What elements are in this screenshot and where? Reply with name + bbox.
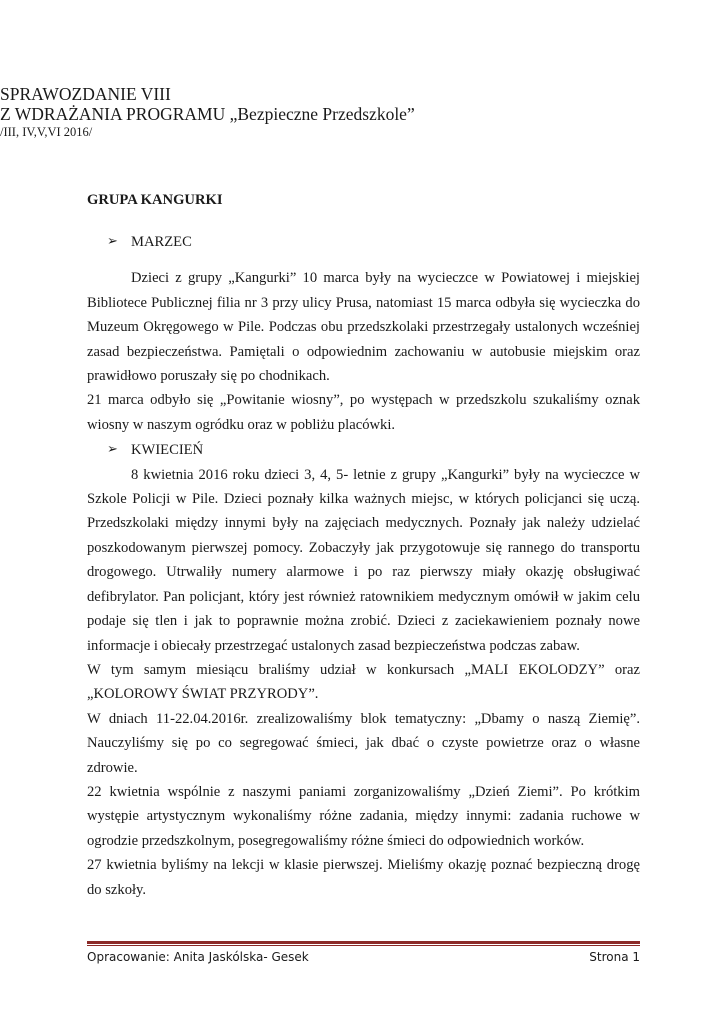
document-title-block [0, 84, 725, 140]
month-label: KWIECIEŃ [131, 442, 204, 459]
month-label: MARZEC [131, 234, 192, 250]
page-footer [87, 949, 640, 965]
group-heading: GRUPA KANGURKI [87, 192, 223, 208]
month-heading-marzec [107, 230, 640, 254]
paragraph: W tym samym miesiącu braliśmy udział w konkursach „MALI EKOLODZY” oraz „KOLOROWY ŚWIAT PRZYRODY”. [87, 661, 640, 703]
paragraph: W dniach 11-22.04.2016r. zrealizowaliśmy blok tematyczny: „Dbamy o naszą Ziemię”. Nauczyliśmy się po co segregować śmieci, jak dbać o czyste powietrze oraz o własne zdrowie. [87, 710, 640, 776]
page-number: Strona 1 [589, 950, 640, 964]
paragraph: 21 marca odbyło się „Powitanie wiosny”, po występach w przedszkolu szukaliśmy oznak wiosny w naszym ogródku oraz w pobliżu placówki. [87, 392, 640, 433]
paragraph: 22 kwietnia wspólnie z naszymi paniami zorganizowaliśmy „Dzień Ziemi”. Po krótkim występie artystycznym wykonaliśmy różne zadania, między innymi: zadania ruchowe w ogrodzie przedszkolnym, posegregowaliśmy różne śmieci do odpowiednich worków. [87, 783, 640, 849]
document-body [87, 188, 640, 902]
paragraph: Dzieci z grupy „Kangurki” 10 marca były na wycieczce w Powiatowej i miejskiej Bibliotece Publicznej filia nr 3 przy ulicy Prusa, natomiast 15 marca odbyła się wycieczka do Muzeum Okręgowego w Pile. Podczas obu przedszkolaki przestrzegały ustalonych wcześniej zasad bezpieczeństwa. Pamiętali o odpowiednim zachowaniu w autobusie miejskim oraz prawidłowo poruszały się po chodnikach. [87, 270, 640, 385]
arrow-bullet-icon: ➢ [107, 442, 118, 458]
document-subtitle: Z WDRAŻANIA PROGRAMU „Bezpieczne Przedszkole” [0, 104, 415, 124]
footer-rule [87, 941, 640, 944]
paragraph: 8 kwietnia 2016 roku dzieci 3, 4, 5- letnie z grupy „Kangurki” były na wycieczce w Szkole Policji w Pile. Dzieci poznały kilka ważnych miejsc, w których policjanci się uczą. Przedszkolaki między innymi były na zajęciach medycznych. Poznały jak należy udzielać poszkodowanym pierwszej pomocy. Zobaczyły jak przygotowuje się rannego do transportu drogowego. Utrwaliły numery alarmowe i po raz pierwszy miały okazję obsługiwać defibrylator. Pan policjant, który jest również ratownikiem medycznym omówił w jakim celu podaje się tlen i jak to poprawnie można zrobić. Dzieci z zaciekawieniem poznały nowe informacje i obiecały przestrzegać ustalonych zasad bezpieczeństwa podczas zabaw. [87, 466, 640, 654]
document-title: SPRAWOZDANIE VIII [0, 84, 171, 104]
month-heading-kwiecien [107, 438, 640, 462]
footer-author: Opracowanie: Anita Jaskólska- Gesek [87, 950, 309, 964]
arrow-bullet-icon: ➢ [107, 234, 118, 249]
footer-rule-thin [87, 945, 640, 946]
report-period: /III, IV,V,VI 2016/ [0, 125, 93, 139]
paragraph: 27 kwietnia byliśmy na lekcji w klasie pierwszej. Mieliśmy okazję poznać bezpieczną drogę do szkoły. [87, 857, 640, 898]
